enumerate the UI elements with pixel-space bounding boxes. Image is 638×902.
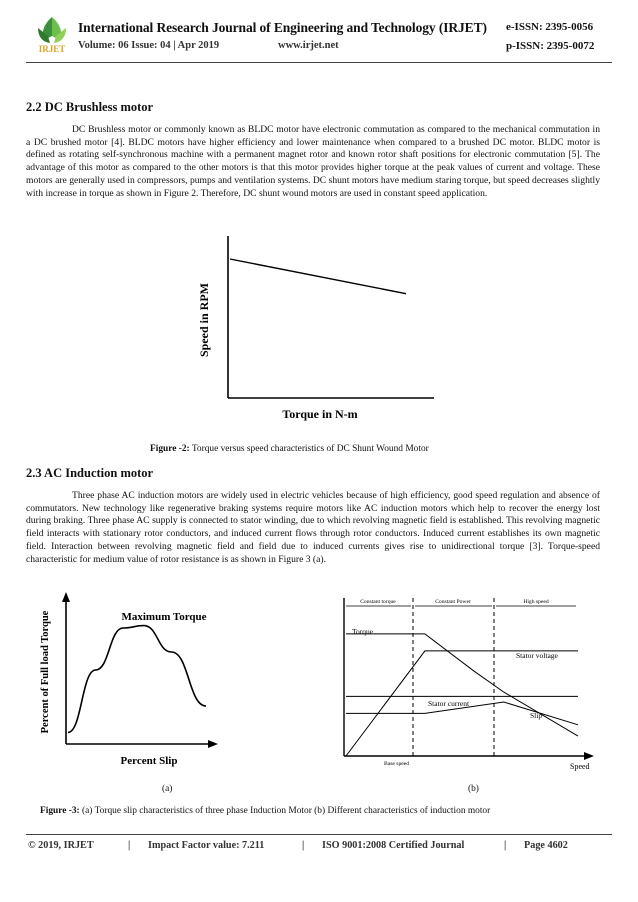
torque-label: Torque bbox=[352, 627, 374, 636]
figure-3b-chart bbox=[332, 594, 602, 772]
journal-website: www.irjet.net bbox=[278, 40, 339, 51]
x-axis-arrow bbox=[208, 740, 218, 748]
x-axis-label: Torque in N-m bbox=[282, 407, 358, 421]
figure-2-caption bbox=[150, 444, 429, 454]
y-axis-arrow bbox=[62, 592, 70, 602]
region-constant-power: Constant Power bbox=[435, 599, 471, 605]
footer-separator-3: | bbox=[504, 840, 507, 851]
figure-3-caption-label: Figure -3: bbox=[40, 806, 80, 816]
base-speed-label: Base speed bbox=[384, 761, 410, 767]
figure-2-chart bbox=[190, 230, 450, 425]
figure-3a-chart bbox=[34, 592, 224, 772]
paragraph-bldc: DC Brushless motor or commonly known as BLDC motor have electronic commutation as compared to the mechanical commutation in a DC brushed motor [4]. BLDC motors have higher efficiency and lower maintenance when compared to a brushed DC motor. BLDC motor is defined as rotating self-synchronous machine with a permanent magnet rotor and known rotor shaft positions for electronic commutation [5]. The advantage of this motor as compared to the other motors is that this motor provides higher torque at the peak values of current and voltage. These motors are generally used in compressors, pumps and ventilation systems. DC shunt motors have medium staring torque, but speed decreases slightly with increase in torque as shown in Figure 2. Therefore, DC shunt wound motors are used in constant speed application. bbox=[26, 124, 600, 199]
header-rule bbox=[26, 62, 612, 63]
footer-rule bbox=[26, 834, 612, 835]
figure-2-caption-text: Torque versus speed characteristics of DC Shunt Wound Motor bbox=[189, 444, 429, 454]
torque-curve bbox=[346, 634, 578, 736]
stator-current-label: Stator current bbox=[428, 699, 470, 708]
footer-copyright: © 2019, IRJET bbox=[28, 840, 94, 851]
speed-torque-line bbox=[230, 259, 406, 294]
footer-separator-1: | bbox=[128, 840, 131, 851]
y-axis-label: Speed in RPM bbox=[197, 282, 211, 358]
x-axis-label: Speed bbox=[570, 762, 590, 771]
footer-impact-factor: Impact Factor value: 7.211 bbox=[148, 840, 265, 851]
volume-issue: Volume: 06 Issue: 04 | Apr 2019 bbox=[78, 40, 220, 51]
x-axis-arrow bbox=[584, 752, 594, 760]
figure-3-caption bbox=[40, 806, 490, 816]
footer-iso: ISO 9001:2008 Certified Journal bbox=[322, 840, 465, 851]
e-issn: e-ISSN: 2395-0056 bbox=[506, 21, 594, 33]
figure-3a-label: (a) bbox=[162, 784, 173, 794]
journal-title: International Research Journal of Engineering and Technology (IRJET) bbox=[78, 20, 487, 35]
footer-page-number: Page 4602 bbox=[524, 840, 568, 851]
section-heading-ac: 2.3 AC Induction motor bbox=[26, 466, 154, 480]
figure-3-caption-text: (a) Torque slip characteristics of three phase Induction Motor (b) Different characteristics of induction motor bbox=[79, 806, 491, 816]
region-high-speed: High speed bbox=[523, 599, 549, 605]
region-constant-torque: Constant torque bbox=[360, 599, 396, 605]
max-torque-label: Maximum Torque bbox=[121, 611, 207, 623]
logo-text: IRJET bbox=[38, 44, 66, 54]
section-heading-bldc: 2.2 DC Brushless motor bbox=[26, 100, 154, 114]
figure-2-caption-label: Figure -2: bbox=[150, 444, 190, 454]
stator-voltage-label: Stator voltage bbox=[516, 651, 558, 660]
torque-slip-curve bbox=[68, 626, 206, 733]
figure-3b-label: (b) bbox=[468, 784, 479, 794]
irjet-logo bbox=[30, 14, 74, 54]
footer-separator-2: | bbox=[302, 840, 305, 851]
x-axis-label: Percent Slip bbox=[120, 755, 178, 767]
paragraph-ac: Three phase AC induction motors are widely used in electric vehicles because of high efficiency, good speed regulation and absence of commutators. New technology like regenerative braking systems require motors like AC induction motors which help to recover the energy lost during braking. Three phase AC supply is connected to stator winding, due to which revolving magnetic field is established. This revolving magnetic field interacts with stationary rotor conductors, and induced current flows through rotor conductors. Induced current establishes its own magnetic field. Interaction between revolving magnetic field and field due to induced currents gives rise to unidirectional torque [3]. Torque-speed characteristic for medium value of rotor resistance is as shown in Figure 3 (a). bbox=[26, 490, 600, 565]
slip-label: Slip bbox=[530, 711, 543, 720]
p-issn: p-ISSN: 2395-0072 bbox=[506, 40, 595, 52]
y-axis-label: Percent of Full load Torque bbox=[40, 610, 51, 734]
